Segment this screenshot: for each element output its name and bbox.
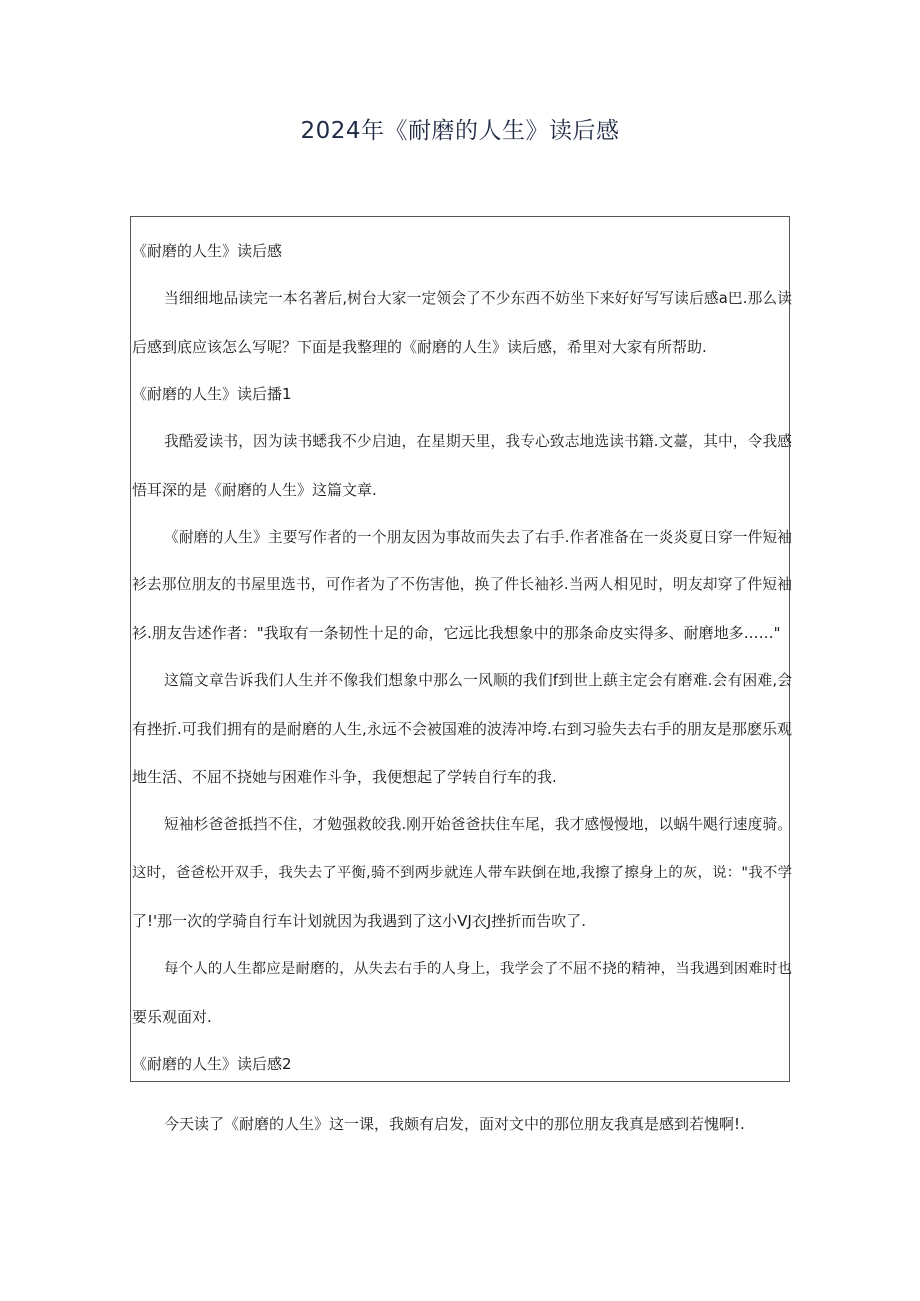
para1-line-2: 悟耳深的是《耐磨的人生》这篇文章. bbox=[132, 481, 377, 499]
para4-line-2: 这时，爸爸松开双手，我失去了平衡,骑不到两步就连人带车趺倒在地,我擦了擦身上的灰，说："我不学 bbox=[132, 865, 792, 881]
para3-line-1: 这篇文章告诉我们人生并不像我们想象中那么一风顺的我们f到世上蕻主定会有磨难.会有困难,会 bbox=[164, 672, 792, 689]
para5-line-1: 每个人的人生都应是耐磨的，从失去右手的人身上，我学会了不屈不挠的精神，当我遇到困难时也 bbox=[164, 961, 792, 977]
para2-line-1: 《耐磨的人生》主要写作者的一个朋友因为事故而失去了右手.作者准备在一炎炎夏日穿一件短袖 bbox=[164, 529, 792, 546]
para5-line-2: 要乐观面对. bbox=[132, 1008, 212, 1026]
section-heading-main: 《耐磨的人生》读后感 bbox=[132, 242, 283, 260]
after-box-paragraph: 今天读了《耐磨的人生》这一课，我颇有启发，面对文中的那位朋友我真是感到若愧啊!. bbox=[164, 1115, 745, 1133]
para2-line-3: 衫.朋友告述作者："我取有一条韧性十足的命，它远比我想象中的那条命皮实得多、耐磨地多……" bbox=[132, 624, 781, 642]
section-heading-2: 《耐磨的人生》读后感2 bbox=[132, 1055, 292, 1073]
para3-line-2: 有挫折.可我们拥有的是耐磨的人生,永远不会被国难的波涛冲垮.右到习验失去右手的朋友是那麽乐观 bbox=[132, 720, 792, 738]
document-title: 2024年《耐磨的人生》读后感 bbox=[300, 118, 620, 144]
para4-line-3: 了!'那一次的学骑自行车计划就因为我遇到了这小VJ衣J挫折而告吹了. bbox=[132, 912, 587, 930]
para2-line-2: 衫去那位朋友的书屋里选书，可作者为了不伤害他，换了件长袖衫.当两人相见时，明友却穿了件短袖 bbox=[132, 576, 792, 593]
para1-line-1: 我酷爱读书，因为读书蟋我不少启迪，在星期天里，我专心致志地选读书籍.文薹，其中，令我感 bbox=[164, 433, 792, 450]
intro-line-2: 后感到底应该怎么写呢？下面是我整理的《耐磨的人生》读后感，希里对大家有所帮助. bbox=[132, 338, 707, 356]
section-heading-1: 《耐磨的人生》读后播1 bbox=[132, 385, 292, 403]
intro-line-1: 当细细地品读完一本名著后,树台大家一定领会了不少东西不妨坐下来好好写写读后感a巴.那么读 bbox=[164, 290, 792, 307]
para3-line-3: 地生活、不屈不挠她与困难作斗争，我便想起了学转自行车的我. bbox=[132, 768, 557, 786]
para4-line-1: 短袖杉爸爸抵挡不住，才勉强救皎我.刚开始爸爸扶住车尾，我才感慢慢地，以蜗牛飓行速度骑。 bbox=[164, 816, 792, 833]
